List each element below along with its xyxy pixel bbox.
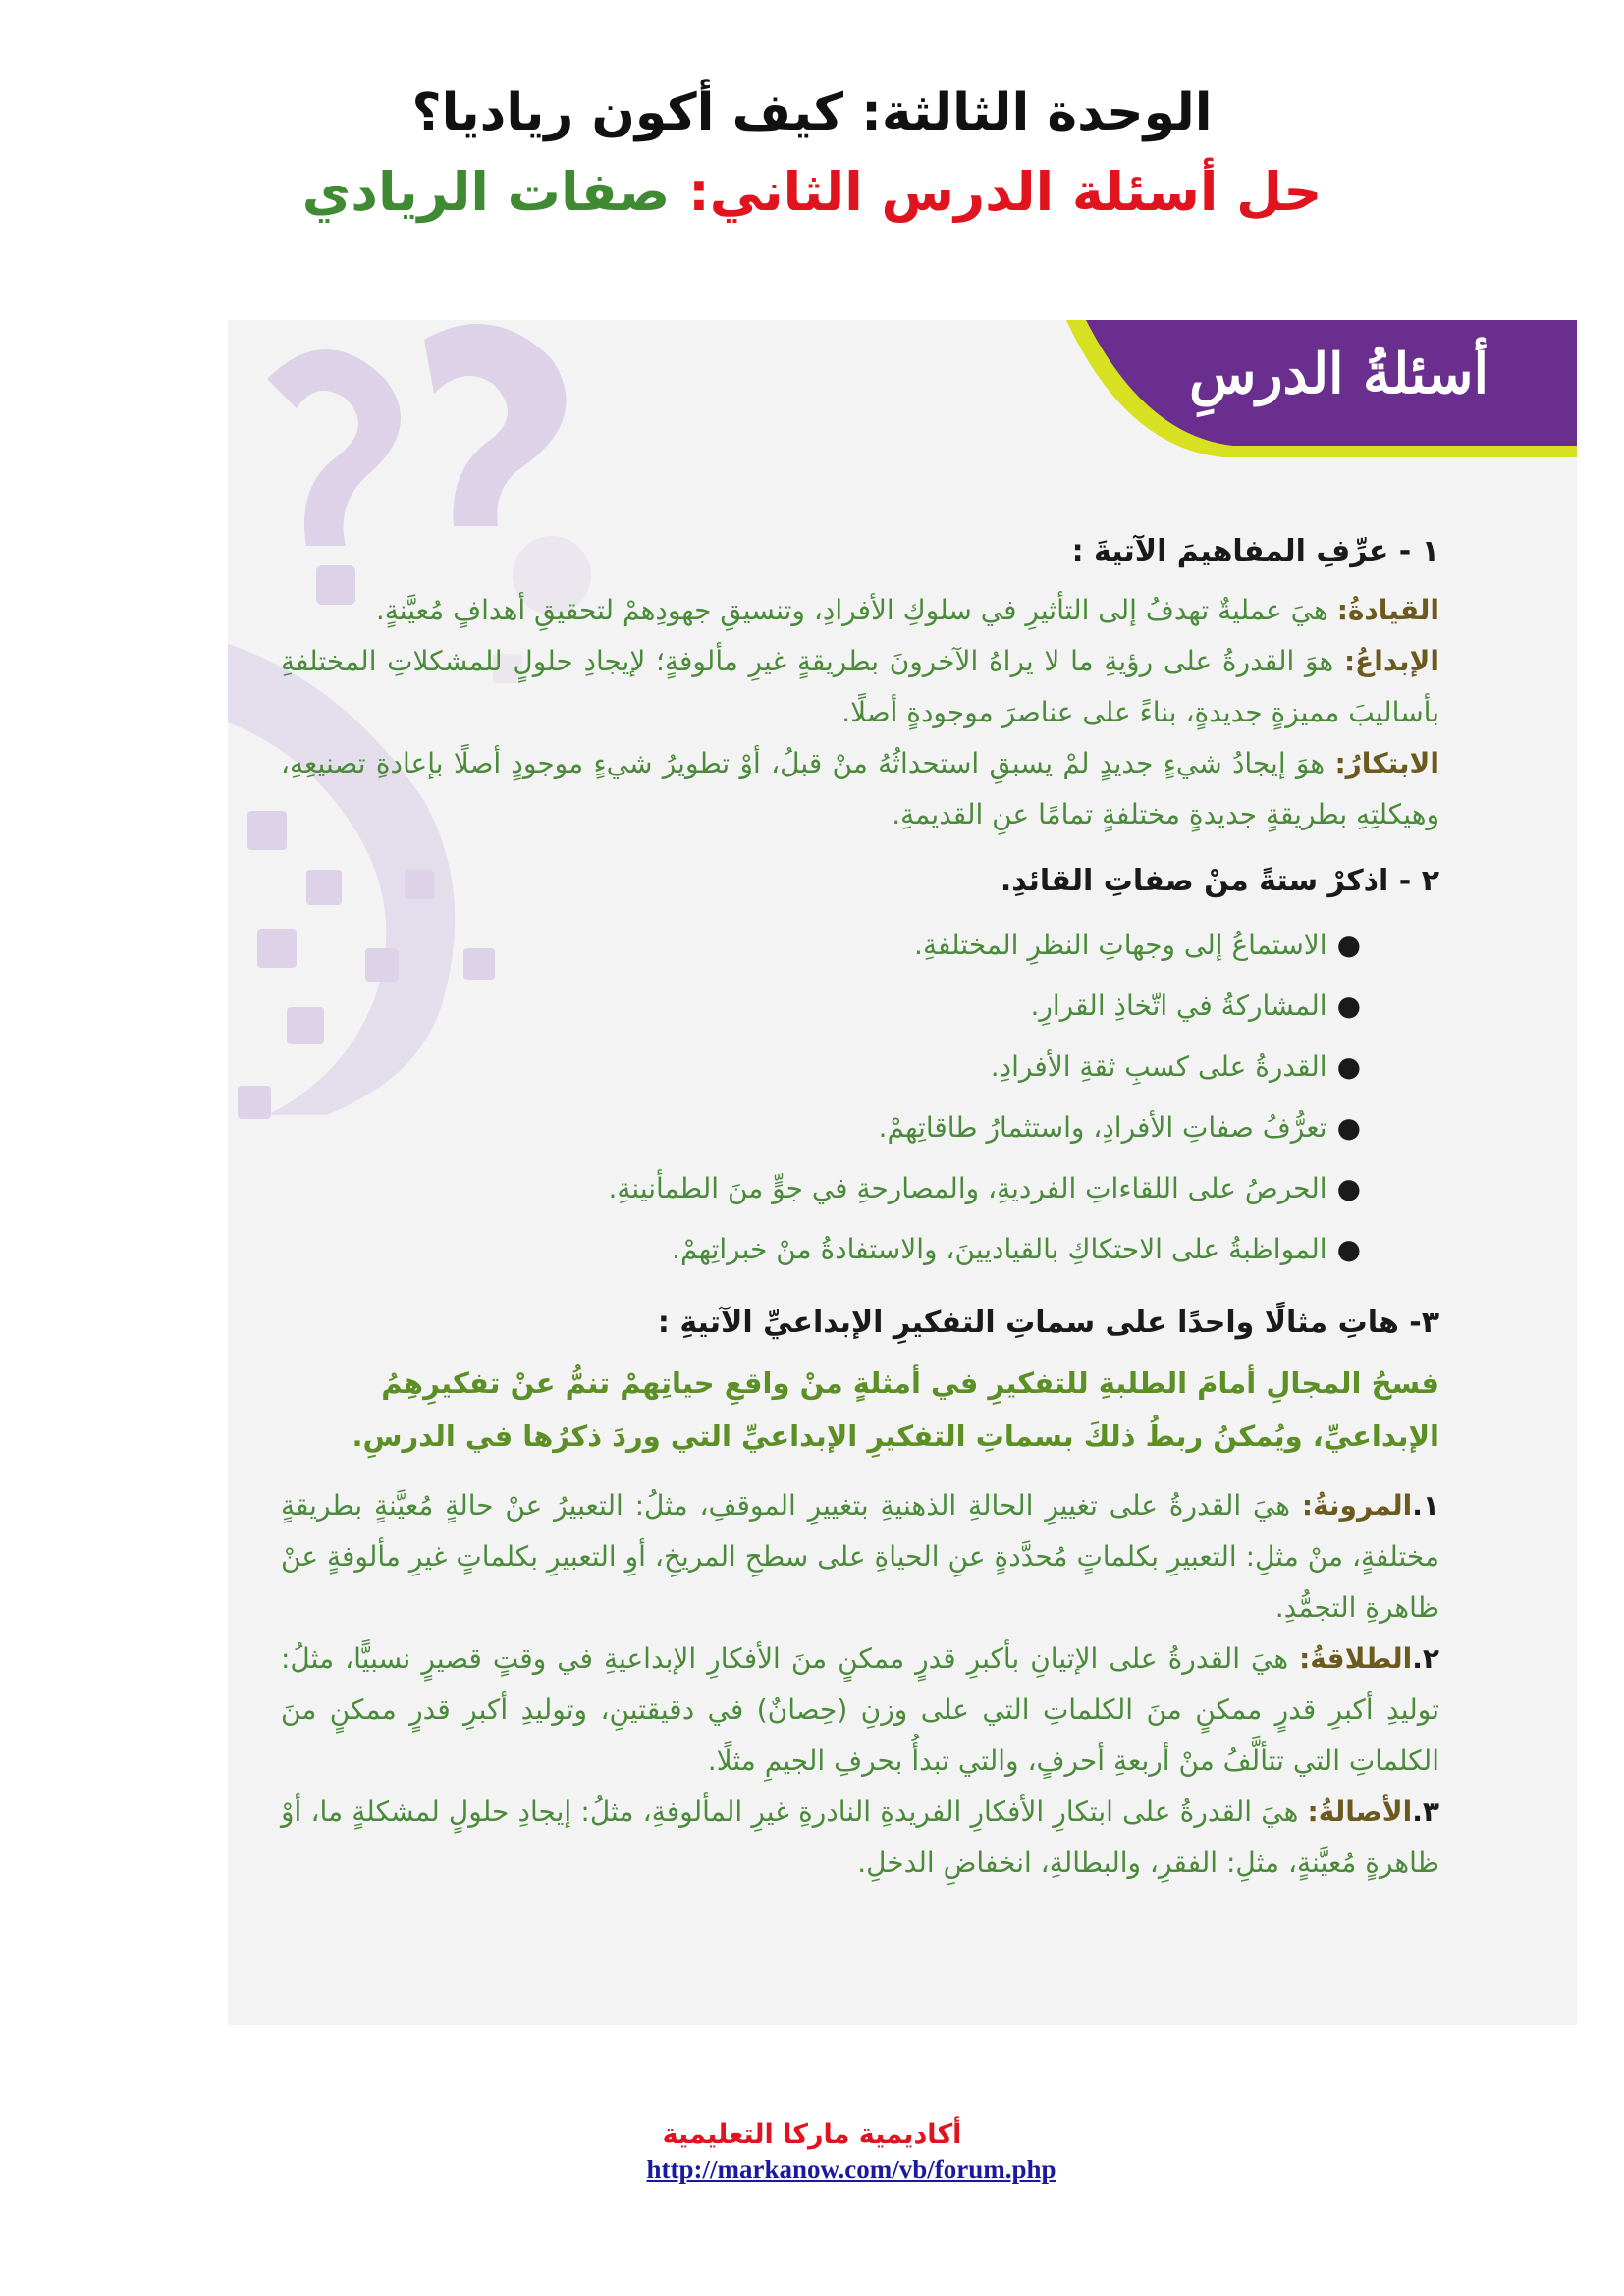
unit-title: الوحدة الثالثة: كيف أكون رياديا؟: [411, 83, 1213, 142]
bullet-icon: ●: [1336, 1050, 1361, 1083]
term: الأصالةُ:: [1307, 1795, 1413, 1828]
leader-traits-list: [281, 915, 1439, 1280]
term: المرونةُ:: [1301, 1489, 1413, 1522]
page-header: [0, 79, 1624, 228]
bullet-icon: ●: [1336, 989, 1361, 1022]
list-item-text: تعرُّفُ صفاتِ الأفرادِ، واستثمارُ طاقاتِهمْ.: [878, 1111, 1327, 1144]
lesson-content: [281, 516, 1439, 1889]
trait-flexibility: [281, 1480, 1439, 1633]
question-3-title: ٣- هاتِ مثالًا واحدًا على سماتِ التفكيرِ الإبداعيِّ الآتيةِ :: [657, 1306, 1439, 1340]
term: الإبداعُ:: [1343, 645, 1439, 677]
term: القيادةُ:: [1336, 594, 1439, 626]
bullet-icon: ●: [1336, 929, 1361, 961]
term: الطلاقةُ:: [1299, 1642, 1413, 1675]
definition-creativity: [281, 636, 1439, 738]
list-item: [281, 915, 1361, 976]
bullet-icon: ●: [1336, 1111, 1361, 1144]
item-number: ٢.: [1412, 1642, 1439, 1675]
trait-fluency: [281, 1633, 1439, 1787]
list-item: [281, 1037, 1361, 1097]
question-1-title: ١ - عرِّفِ المفاهيمَ الآتيةَ :: [1071, 534, 1439, 568]
question-3-intro: فسحُ المجالِ أمامَ الطلبةِ للتفكيرِ في أمثلةٍ منْ واقعِ حياتِهمْ تنمُّ عنْ تفكيرِهِمُ الإبداعيِّ، ويُمكنُ ربطُ ذلكَ بسماتِ التفكيرِ الإبداعيِّ التي وردَ ذكرُها في الدرسِ.: [352, 1366, 1439, 1453]
bullet-icon: ●: [1336, 1233, 1361, 1265]
page-footer: [0, 2115, 1624, 2185]
textbook-scan: [228, 320, 1577, 2025]
list-item: [281, 976, 1361, 1037]
forum-link[interactable]: http://markanow.com/vb/forum.php: [646, 2155, 1056, 2184]
trait-text: هيَ القدرةُ على الإتيانِ بأكبرِ قدرٍ ممكنٍ منَ الأفكارِ الإبداعيةِ في وقتٍ قصيرٍ نسبيًّا، مثلُ: توليدِ أكبرِ قدرٍ ممكنٍ منَ الكلماتِ التي على وزنِ (حِصانٌ) في دقيقتينِ، وتوليدِ أكبرِ قدرٍ ممكنٍ منَ الكلماتِ التي تتألَّفُ منْ أربعةِ أحرفٍ، والتي تبدأُ بحرفِ الجيمِ مثلًا.: [281, 1642, 1439, 1777]
item-number: ٣.: [1412, 1795, 1439, 1828]
banner-title: أسئلةُ الدرسِ: [1189, 342, 1489, 406]
definition-text: هيَ عمليةٌ تهدفُ إلى التأثيرِ في سلوكِ الأفرادِ، وتنسيقِ جهودِهمْ لتحقيقِ أهدافٍ مُعيَّنةٍ.: [375, 594, 1337, 626]
list-item-text: المشاركةُ في اتّخاذِ القرارِ.: [1030, 989, 1327, 1022]
list-item-text: الاستماعُ إلى وجهاتِ النظرِ المختلفةِ.: [914, 929, 1327, 961]
definition-leadership: [281, 585, 1439, 636]
list-item-text: المواظبةُ على الاحتكاكِ بالقياديينَ، والاستفادةُ منْ خبراتِهمْ.: [672, 1233, 1327, 1265]
trait-text: هيَ القدرةُ على تغييرِ الحالةِ الذهنيةِ بتغييرِ الموقفِ، مثلُ: التعبيرُ عنْ حالةٍ مُعيَّنةٍ بطريقةٍ مختلفةٍ، منْ مثلِ: التعبيرِ بكلماتٍ مُحدَّدةٍ عنِ الحياةِ على سطحِ المريخِ، أوِ التعبيرِ بكلماتٍ غيرِ مألوفةٍ عنْ ظاهرةِ التجمُّدِ.: [281, 1489, 1439, 1624]
lesson-prefix: حل أسئلة الدرس الثاني:: [688, 161, 1323, 223]
lesson-name: صفات الريادي: [301, 161, 671, 223]
definition-text: هوَ القدرةُ على رؤيةِ ما لا يراهُ الآخرونَ بطريقةٍ غيرِ مألوفةٍ؛ لإيجادِ حلولٍ للمشكلاتِ المختلفةِ بأساليبَ مميزةٍ جديدةٍ، بناءً على عناصرَ موجودةٍ أصلًا.: [281, 645, 1439, 728]
term: الابتكارُ:: [1334, 747, 1439, 779]
list-item-text: القدرةُ على كسبِ ثقةِ الأفرادِ.: [990, 1050, 1327, 1083]
academy-name: أكاديمية ماركا التعليمية: [662, 2119, 962, 2150]
definition-innovation: [281, 738, 1439, 840]
list-item: [281, 1158, 1361, 1219]
list-item: [281, 1097, 1361, 1158]
trait-originality: [281, 1787, 1439, 1889]
question-2-title: ٢ - اذكرْ ستةً منْ صفاتِ القائدِ.: [1000, 864, 1439, 898]
item-number: ١.: [1412, 1489, 1439, 1522]
trait-text: هيَ القدرةُ على ابتكارِ الأفكارِ الفريدةِ النادرةِ غيرِ المألوفةِ، مثلُ: إيجادِ حلولٍ لمشكلةٍ ما، أوْ ظاهرةٍ مُعيَّنةٍ، مثلِ: الفقرِ، والبطالةِ، انخفاضِ الدخلِ.: [281, 1795, 1439, 1879]
bullet-icon: ●: [1336, 1172, 1361, 1204]
lesson-title: [0, 157, 1624, 228]
definition-text: هوَ إيجادُ شيءٍ جديدٍ لمْ يسبقِ استحداثُهُ منْ قبلُ، أوْ تطويرُ شيءٍ موجودٍ أصلًا بإعادةِ تصنيعِهِ، وهيكلتِهِ بطريقةٍ جديدةٍ مختلفةٍ تمامًا عنِ القديمةِ.: [281, 747, 1439, 830]
list-item-text: الحرصُ على اللقاءاتِ الفرديةِ، والمصارحةِ في جوٍّ منَ الطمأنينةِ.: [608, 1172, 1327, 1204]
list-item: [281, 1219, 1361, 1280]
